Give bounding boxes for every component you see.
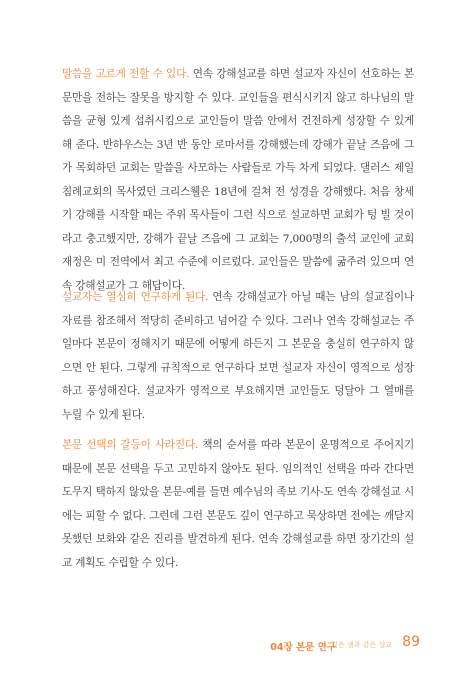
paragraph-heading: 말씀을 고르게 전할 수 있다. xyxy=(62,68,190,80)
paragraph-heading: 본문 선택의 갈등이 사라진다. xyxy=(62,439,199,451)
paragraph-diligent-study xyxy=(62,286,414,427)
page-footer xyxy=(260,636,420,656)
book-subtitle: 깊은 샘과 같은 설교 xyxy=(331,641,392,649)
paragraph-text-selection xyxy=(62,434,414,575)
paragraph-body: 연속 강해설교를 하면 설교자 자신이 선호하는 본문만을 전하는 잘못을 방지할 수 있다. 교인들을 편식시키지 않고 하나님의 말씀을 균형 있게 섭취시킴으로 교인들이 말씀 안에서 건전하게 성장할 수 있게 해 준다. 반하우스는 3년 반 동안 로마서를 강해했는데 강해가 끝날 즈음에 그가 목회하던 교회는 말씀을 사모하는 사람들로 가득 차게 되었다. 댈러스 제일침례교회의 목사였던 크리스웰은 18년에 걸쳐 전 성경을 강해했다. 처음 창세기 강해를 시작할 때는 주위 목사들이 그런 식으로 설교하면 교회가 텅 빌 것이라고 충고했지만, 강해가 끝날 즈음에 그 교회는 7,000명의 출석 교인에 교회 재정은 미 전역에서 최고 수준에 이르렀다. 교인들은 말씀에 굶주려 있으며 연속 강해설교가 그 해답이다. xyxy=(62,68,414,292)
paragraph-even-preaching xyxy=(62,63,414,298)
chapter-label: 04장 본문 연구 xyxy=(270,642,336,653)
paragraph-body: 책의 순서를 따라 본문이 운명적으로 주어지기 때문에 본문 선택을 두고 고민하지 않아도 된다. 임의적인 선택을 따라 간다면 도무지 택하지 않았을 본문-예를 들면 예수님의 족보 기사-도 연속 강해설교 시에는 피할 수 없다. 그런데 그런 본문도 깊이 연구하고 묵상하면 전에는 깨닫지 못했던 보화와 같은 진리를 발견하게 된다. 연속 강해설교를 하면 장기간의 설교 계획도 수립할 수 있다. xyxy=(62,439,414,569)
paragraph-heading: 설교자는 열심히 연구하게 된다. xyxy=(62,291,209,303)
paragraph-body: 연속 강해설교가 아닐 때는 남의 설교집이나 자료를 참조해서 적당히 준비하고 넘어갈 수 있다. 그러나 연속 강해설교는 주일마다 본문이 정해지기 때문에 어떻게 하든지 그 본문을 충실히 연구하지 않으면 안 된다. 그렇게 규칙적으로 연구하다 보면 설교자 자신이 영적으로 성장하고 풍성해진다. 설교자가 영적으로 부요해지면 교인들도 덩달아 그 열매를 누릴 수 있게 된다. xyxy=(62,291,414,421)
page-number: 89 xyxy=(402,634,420,650)
